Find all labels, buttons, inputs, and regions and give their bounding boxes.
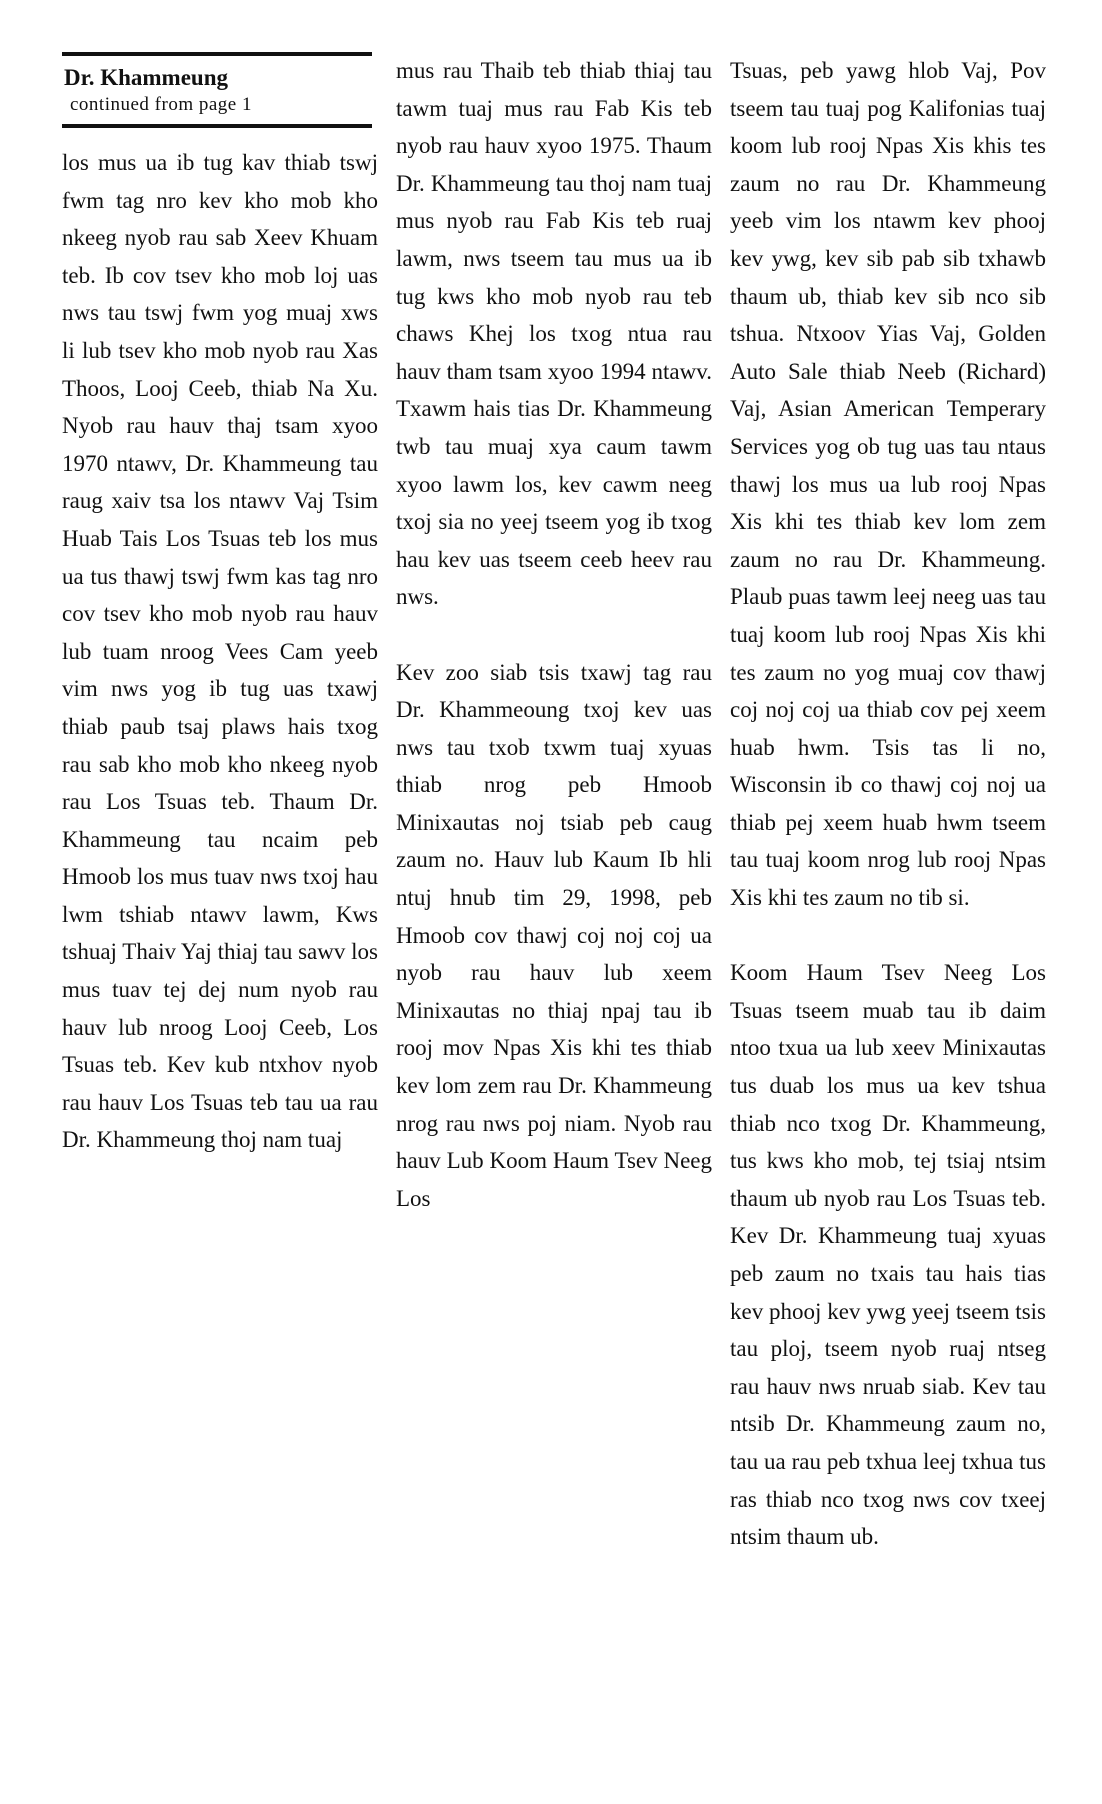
paragraph: Kev zoo siab tsis txawj tag rau Dr. Khammeoung txoj kev uas nws tau txob txwm tuaj xyuas thiab nrog peb Hmoob Minixautas noj tsiab peb caug zaum no. Hauv lub Kaum Ib hli ntuj hnub tim 29, 1998, peb Hmoob cov thawj coj noj coj ua nyob rau hauv lub xeem Minixautas no thiaj npaj tau ib rooj mov Npas Xis khi tes thiab kev lom zem rau Dr. Khammeung nrog rau nws poj niam. Nyob rau hauv Lub Koom Haum Tsev Neeg Los [396,659,712,1211]
paragraph: Tsuas, peb yawg hlob Vaj, Pov tseem tau tuaj pog Kalifonias tuaj koom lub rooj Npas Xis khis tes zaum no rau Dr. Khammeung yeeb vim los ntawm kev phooj kev ywg, kev sib pab sib txhawb thaum ub, thiab kev sib nco sib tshua. Ntxoov Yias Vaj, Golden Auto Sale thiab Neeb (Richard) Vaj, Asian American Temperary Services yog ob tug uas tau ntaus thawj los mus ua lub rooj Npas Xis khi tes thiab kev lom zem zaum no rau Dr. Khammeung. Plaub puas tawm leej neeg uas tau tuaj koom lub rooj Npas Xis khi tes zaum no yog muaj cov thawj coj noj coj ua thiab cov pej xeem huab hwm. Tsis tas li no, Wisconsin ib co thawj coj noj ua thiab pej xeem huab hwm tseem tau tuaj koom nrog lub rooj Npas Xis khi tes zaum no tib si. [730,58,1046,911]
article-column-2 [396,52,712,1255]
article-column-1 [62,52,378,1159]
paragraph: los mus ua ib tug kav thiab tswj fwm tag nro kev kho mob kho nkeeg nyob rau sab Xeev Khuam teb. Ib cov tsev kho mob loj uas nws tau tswj fwm yog muaj xws li lub tsev kho mob nyob rau Xas Thoos, Looj Ceeb, thiab Na Xu. Nyob rau hauv thaj tsam xyoo 1970 ntawv, Dr. Khammeung tau raug xaiv tsa los ntawv Vaj Tsim Huab Tais Los Tsuas teb los mus ua tus thawj tswj fwm kas tag nro cov tsev kho mob nyob rau hauv lub tuam nroog Vees Cam yeeb vim nws yog ib tug uas txawj thiab paub tsaj plaws hais txog rau sab kho mob kho nkeeg nyob rau Los Tsuas teb. Thaum Dr. Khammeung tau ncaim peb Hmoob los mus tuav nws txoj hau lwm tshiab ntawv lawm, Kws tshuaj Thaiv Yaj thiaj tau sawv los mus tuav tej dej num nyob rau hauv lub nroog Looj Ceeb, Los Tsuas teb. Kev kub ntxhov nyob rau hauv Los Tsuas teb tau ua rau Dr. Khammeung thoj nam tuaj [62,150,378,1153]
paragraph: Koom Haum Tsev Neeg Los Tsuas tseem muab tau ib daim ntoo txua ua lub xeev Minixautas tus duab los mus ua kev tshua thiab nco txog Dr. Khammeung, tus kws kho mob, tej tsiaj ntsim thaum ub nyob rau Los Tsuas teb. Kev Dr. Khammeung tuaj xyuas peb zaum no txais tau hais tias kev phooj kev ywg yeej tseem tsis tau ploj, tseem nyob ruaj ntseg rau hauv nws nruab siab. Kev tau ntsib Dr. Khammeung zaum no, tau ua rau peb txhua leej txhua tus ras thiab nco txog nws cov txeej ntsim thaum ub. [730,960,1046,1550]
continuation-header [62,52,372,128]
continued-note: continued from page 1 [70,94,252,115]
article-column-3 [730,52,1046,1593]
paragraph: mus rau Thaib teb thiab thiaj tau tawm tuaj mus rau Fab Kis teb nyob rau hauv xyoo 1975. Thaum Dr. Khammeung tau thoj nam tuaj mus nyob rau Fab Kis teb ruaj lawm, nws tseem tau mus ua ib tug kws kho mob nyob rau teb chaws Khej los txog ntua rau hauv tham tsam xyoo 1994 ntawv. Txawm hais tias Dr. Khammeung twb tau muaj xya caum tawm xyoo lawm los, kev cawm neeg txoj sia no yeej tseem yog ib txog hau kev uas tseem ceeb heev rau nws. [396,58,712,610]
article-kicker-title: Dr. Khammeung [64,65,228,90]
